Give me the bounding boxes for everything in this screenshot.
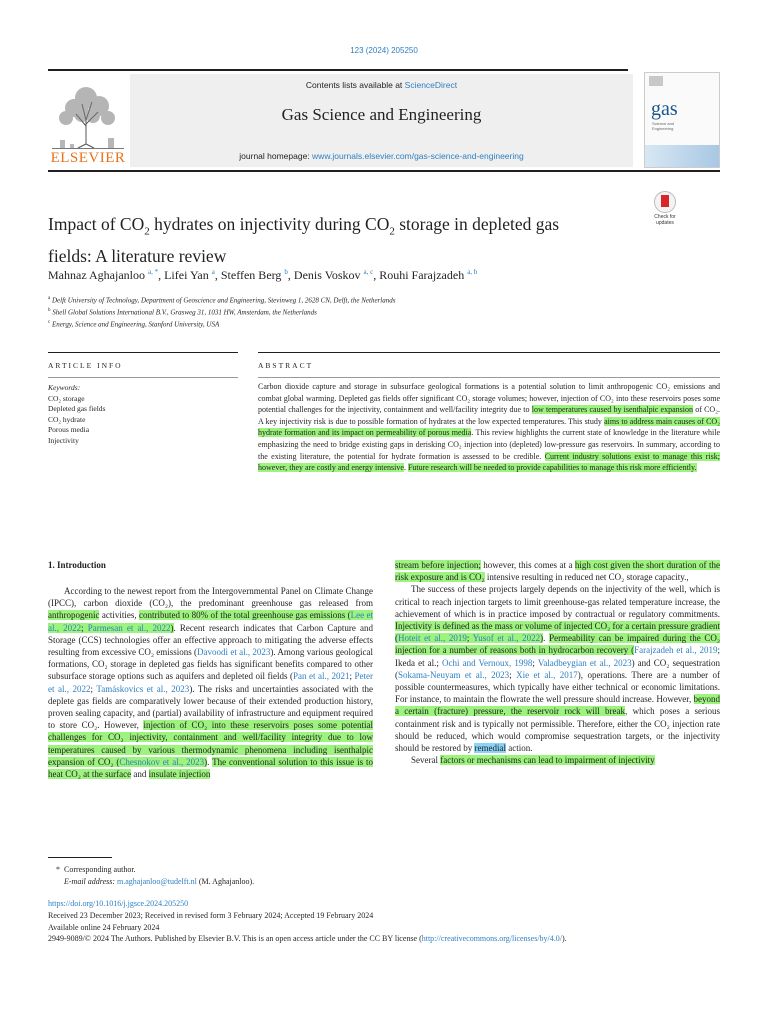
email-note: E-mail address: m.aghajanloo@tudelft.nl (M. Aghajanloo). [64,876,255,886]
highlight-annotation[interactable]: ) [540,633,544,644]
author-name[interactable]: Mahnaz Aghajanloo [48,268,145,282]
affiliations [48,294,720,329]
paragraph: stream before injection; however, this comes at a high cost given the short duration of the risk exposure and is CO₂ intensive resulting in reduced net CO₂ storage capacity., [395,560,720,583]
citation-link[interactable]: Ochi and Vernoux, 1998 [442,657,533,668]
highlight-annotation[interactable]: anthropogenic [48,610,100,621]
highlight-annotation[interactable]: beyond a certain (fracture) pressure, the reservoir rock will break [395,694,720,717]
footnote [48,864,720,888]
author-marks[interactable]: b [284,268,288,276]
highlight-annotation[interactable]: aims to address main causes of CO₂ hydrate formation and its impact on permeability of porous media [258,416,721,438]
journal-title: Gas Science and Engineering [281,105,482,124]
citation-link[interactable]: Farajzadeh et al., 2019 [634,645,718,656]
highlight-annotation[interactable]: The conventional solution to this issue is to heat CO₂ at the surface [48,756,373,780]
highlight-annotation[interactable]: ) [170,622,174,633]
journal-homepage-link[interactable]: www.journals.elsevier.com/gas-science-and-engineering [312,151,524,161]
highlight-annotation[interactable]: factors or mechanisms can lead to impairment of injectivity [440,755,655,766]
sciencedirect-link[interactable]: ScienceDirect [404,80,458,90]
article-title [48,212,628,268]
affiliation-item: $^b$ Shell Global Solutions International B.V., Grasweg 31, 1031 HW, Amsterdam, the Netherlands [48,307,317,317]
author-name[interactable]: Rouhi Farajzadeh [379,268,465,282]
keyword-item: CO₂ hydrate [48,414,86,424]
citation-link[interactable]: Chesnokov et al., 2023 [119,756,205,767]
paragraph: Several factors or mechanisms can lead to impairment of injectivity [411,755,655,766]
title-part: fields: A literature review [48,245,227,266]
section-rule [48,352,238,353]
citation-link[interactable]: Davoodi et al., 2023 [197,647,271,658]
highlight-annotation[interactable]: low temperatures caused by isenthalpic expansion [531,405,693,415]
highlight-annotation[interactable]: ) [204,756,208,767]
highlight-annotation[interactable]: injection of CO₂ into these reservoirs poses some potential challenges for CO₂ injectivity, containment and well/facility integrity due to low temperatures caused by various thermodynamic phenomena including isenthalpic expansion of CO₂ ( [48,720,373,767]
citation-link[interactable]: Xie et al., 2017 [516,669,578,680]
email-link[interactable]: m.aghajanloo@tudelft.nl [117,876,197,886]
section-rule [48,377,238,378]
cover-image-band [645,145,719,167]
section-rule [258,377,720,378]
citation-link[interactable]: Yusof et al., 2022 [472,633,541,644]
section-rule [258,352,720,353]
author-name[interactable]: Steffen Berg [220,268,282,282]
contents-prefix: Contents lists available at [305,80,405,90]
affiliation-item: $^a$ Delft University of Technology, Department of Geoscience and Engineering, Stevinweg 1, 2628 CN, Delft, the Netherlands [48,296,396,305]
citation-link[interactable]: Sokama-Neuyam et al., 2023 [398,669,510,680]
author-marks[interactable]: a [211,268,215,276]
keyword-item: Depleted gas fields [48,404,106,413]
keywords-list [48,383,238,446]
check-for-updates-badge[interactable] [645,191,685,231]
license-link[interactable]: http://creativecommons.org/licenses/by/4.0/ [421,934,563,944]
cover-subtitle: Science and Engineering [652,121,675,131]
body-column-left [48,585,373,780]
keyword-item: Injectivity [48,435,79,445]
title-subscript: 2 [144,225,150,238]
masthead-top-rule [48,69,628,71]
highlight-annotation[interactable]: ; [81,622,88,633]
author-marks[interactable]: a, * [147,268,159,276]
keyword-item: Porous media [48,425,90,434]
corresponding-author-note: * Corresponding author. [56,865,136,874]
footnote-rule [48,857,112,858]
citation-link[interactable]: Hoteit et al., 2019 [398,633,467,644]
journal-cover-thumbnail[interactable] [644,72,720,168]
highlight-annotation[interactable]: high cost given the short duration of the risk exposure and is CO₂ [395,560,720,583]
authors-line: Mahnaz Aghajanloo $^{a, *}$, Lifei Yan $^a$, Steffen Berg $^b$, Denis Voskov $^{a, c}$, Rouhi Farajzadeh $^{a, b}$ [48,268,478,282]
highlight-annotation-blue[interactable]: remedial [474,743,506,754]
body-column-right [395,559,720,766]
author-name[interactable]: Denis Voskov [293,268,361,282]
bookmark-icon [661,195,669,207]
paragraph: The success of these projects largely depends on the injectivity of the well, which is critical to reach injection targets to limit greenhouse-gas related temperature increase, the achievement of which is in practice imposed by contractual or regulatory commitments. Injectivity is defined as the mass or volume of injected CO₂ for a certain pressure gradient (Hoteit et al., 2019; Yusof et al., 2022). Permeability can be impaired during the CO₂ injection for a number of reasons both in hydrocarbon recovery (Farajzadeh et al., 2019; Ikeda et al.; Ochi and Vernoux, 1998; Valadbeygian et al., 2023) and CO₂ sequestration (Sokama-Neuyam et al., 2023; Xie et al., 2017), operations. There are a number of possible countermeasures, which typically have either technical or economic limitations. For instance, to maintain the flowrate the well pressure should increase. However, beyond a certain (fracture) pressure, the reservoir rock will break, which poses a serious containment risk and is typically not permissible. Therefore, either the CO₂ injection rate should be reduced, which would compromise sequestration targets, or the injectivity should be restored by remedial action. [395,584,721,754]
doi-link[interactable]: https://doi.org/10.1016/j.jgsce.2024.205250 [48,899,189,908]
article-info-heading: ARTICLE INFO [48,361,123,370]
introduction-heading: 1. Introduction [48,560,106,570]
author-name[interactable]: Lifei Yan [164,268,209,282]
keyword-item: CO₂ storage [48,393,85,403]
citation-link[interactable]: Lee et al., 2022 [48,610,373,633]
masthead-bottom-rule [48,170,720,172]
homepage-label: journal homepage: [239,151,313,161]
title-subscript: 2 [389,225,395,238]
citation-link[interactable]: Parmesan et al., 2022 [87,622,171,633]
citation-link[interactable]: Tamáskovics et al., 2023 [96,683,190,694]
doi-block [48,898,728,945]
elsevier-wordmark: ELSEVIER [50,150,126,166]
highlight-annotation[interactable]: Injectivity is defined as the mass or volume of injected CO₂ for a certain pressure gradient ( [395,621,720,644]
highlight-annotation[interactable]: insulate injection [148,769,211,780]
citation-link[interactable]: Pan et al., 2021 [292,671,350,682]
author-marks[interactable]: a, c [363,268,374,276]
abstract-heading: ABSTRACT [258,361,314,370]
affiliation-item: $^c$ Energy, Science and Engineering, Stanford University, USA [48,319,220,328]
homepage-line [130,151,633,161]
citation-link[interactable]: Valadbeygian et al., 2023 [537,657,632,668]
abstract-text: Carbon dioxide capture and storage in subsurface geological formations is a potential solution to limit anthropogenic CO₂ emissions and combat global warming. Depleted gas fields offer significant CO₂ storage volumes; however, injection of CO₂ into these reservoirs poses some potential challenges for the injectivity, containment and well/facility integrity due to low temperatures caused by isenthalpic expansion of CO₂. A key injectivity risk is due to possible formation of hydrates at the low expected temperatures. This study aims to address main causes of CO₂ hydrate formation and its impact on permeability of porous media. This review highlights the current state of knowledge in the literature while emphasizing the need to bridge existing gaps in derisking CO₂ injection into (depleted) low-pressure gas reservoirs. In summary, according to the existing literature, the potential for hydrate formation is assessed to be credible. Current industry solutions exist to manage this risk; however, they are costly and energy intensive. Future research will be needed to provide capabilities to manage this risk more efficiently. [258,382,721,473]
highlight-annotation[interactable]: stream before injection; [395,560,481,570]
highlight-annotation[interactable]: Current industry solutions exist to manage this risk; however, they are costly and energy intensive [258,451,720,473]
crossmark-label: Check for updates [654,214,676,226]
citation-link[interactable]: Peter et al., 2022 [48,671,373,694]
keywords-label: Keywords: [48,383,81,392]
cover-logo-mark [649,76,663,86]
license-line: 2949-9089/© 2024 The Authors. Published by Elsevier B.V. This is an open access article under the CC BY license (http://creativecommons.org/licenses/by/4.0/). [48,934,567,944]
paragraph: According to the newest report from the Intergovernmental Panel on Climate Change (IPCC), carbon dioxide (CO₂), the predominant greenhouse gas released from anthropogenic activities, contributed to 80% of the total greenhouse gas emissions (Lee et al., 2022; Parmesan et al., 2022). Recent research indicates that Carbon Capture and Storage (CCS) technologies offer an effective approach to mitigating the adverse effects resulting from excessive CO₂ emissions (Davoodi et al., 2023). Among various geological formations, CO₂ storage in depleted gas fields has significant benefits compared to other subsurface storage options such as aquifers and depleted oil fields (Pan et al., 2021; Peter et al., 2022; Tamáskovics et al., 2023). The risks and uncertainties associated with the deplete gas fields are comparatively lower because of their extended production history, proven sealing capacity, and (partial) availability of infrastructure and equipment required to store CO₂. However, injection of CO₂ into these reservoirs poses some potential challenges for CO₂ injectivity, containment and well/facility integrity due to low temperatures caused by various thermodynamic phenomena including isenthalpic expansion of CO₂ (Chesnokov et al., 2023). The conventional solution to this issue is to heat CO₂ at the surface and insulate injection [48,586,373,780]
highlight-annotation[interactable]: ; [466,633,473,644]
title-part: Impact of CO [48,214,145,234]
highlight-annotation[interactable]: Future research will be needed to provide capabilities to manage this risk more efficiently. [407,463,697,473]
received-dates: Received 23 December 2023; Received in revised form 3 February 2024; Accepted 19 February 2024 [48,910,374,920]
title-part: hydrates on injectivity during CO [149,214,390,234]
contents-line [130,80,633,90]
cover-title: gas [651,98,678,120]
title-part: storage in depleted gas [394,214,560,234]
highlight-annotation[interactable]: contributed to 80% of the total greenhouse gas emissions ( [138,610,351,621]
highlight-annotation[interactable]: Permeability can be impaired during the CO₂ injection for a number of reasons both in hydrocarbon recovery ( [395,633,721,656]
online-date: Available online 24 February 2024 [48,922,160,932]
author-marks[interactable]: a, b [467,268,478,276]
journal-volume-id[interactable]: 123 (2024) 205250 [350,46,418,55]
